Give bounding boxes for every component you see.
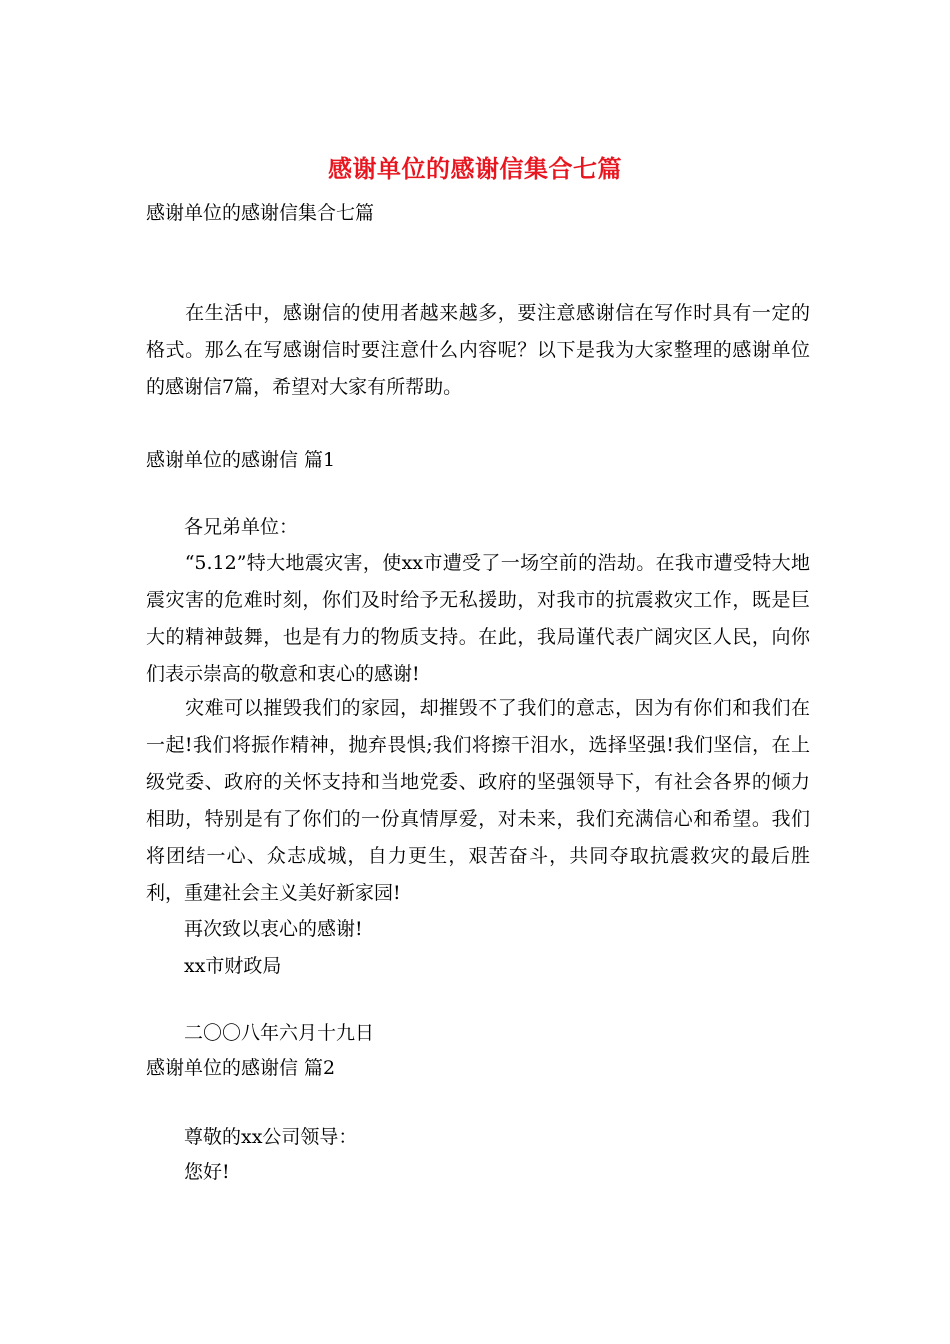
document-title: 感谢单位的感谢信集合七篇 <box>328 154 622 183</box>
section1-salutation: 各兄弟单位： <box>146 516 299 538</box>
section1-date: 二〇〇八年六月十九日 <box>146 1022 375 1044</box>
section2-heading: 感谢单位的感谢信 篇2 <box>146 1057 336 1079</box>
section2-greeting: 您好! <box>146 1161 230 1183</box>
section1-heading: 感谢单位的感谢信 篇1 <box>146 449 336 471</box>
section1-closing: 再次致以衷心的感谢! <box>146 918 363 940</box>
document-subtitle: 感谢单位的感谢信集合七篇 <box>146 202 375 224</box>
section2-salutation: 尊敬的xx公司领导： <box>146 1126 358 1148</box>
section1-paragraph2: 灾难可以摧毁我们的家园，却摧毁不了我们的意志，因为有你们和我们在一起!我们将振作精神，抛弃畏惧;我们将擦干泪水，选择坚强!我们坚信，在上级党委、政府的关怀支持和当地党委、政府的坚强领导下，有社会各界的倾力相助，特别是有了你们的一份真情厚爱，对未来，我们充满信心和希望。我们将团结一心、众志成城，自力更生，艰苦奋斗，共同夺取抗震救灾的最后胜利，重建社会主义美好新家园! <box>146 697 810 904</box>
section1-signature: xx市财政局 <box>146 955 282 977</box>
section1-paragraph1: “5.12”特大地震灾害，使xx市遭受了一场空前的浩劫。在我市遭受特大地震灾害的危难时刻，你们及时给予无私援助，对我市的抗震救灾工作，既是巨大的精神鼓舞，也是有力的物质支持。在此，我局谨代表广阔灾区人民，向你们表示崇高的敬意和衷心的感谢! <box>146 552 810 685</box>
intro-paragraph: 在生活中，感谢信的使用者越来越多，要注意感谢信在写作时具有一定的格式。那么在写感谢信时要注意什么内容呢？以下是我为大家整理的感谢单位的感谢信7篇，希望对大家有所帮助。 <box>146 302 810 398</box>
